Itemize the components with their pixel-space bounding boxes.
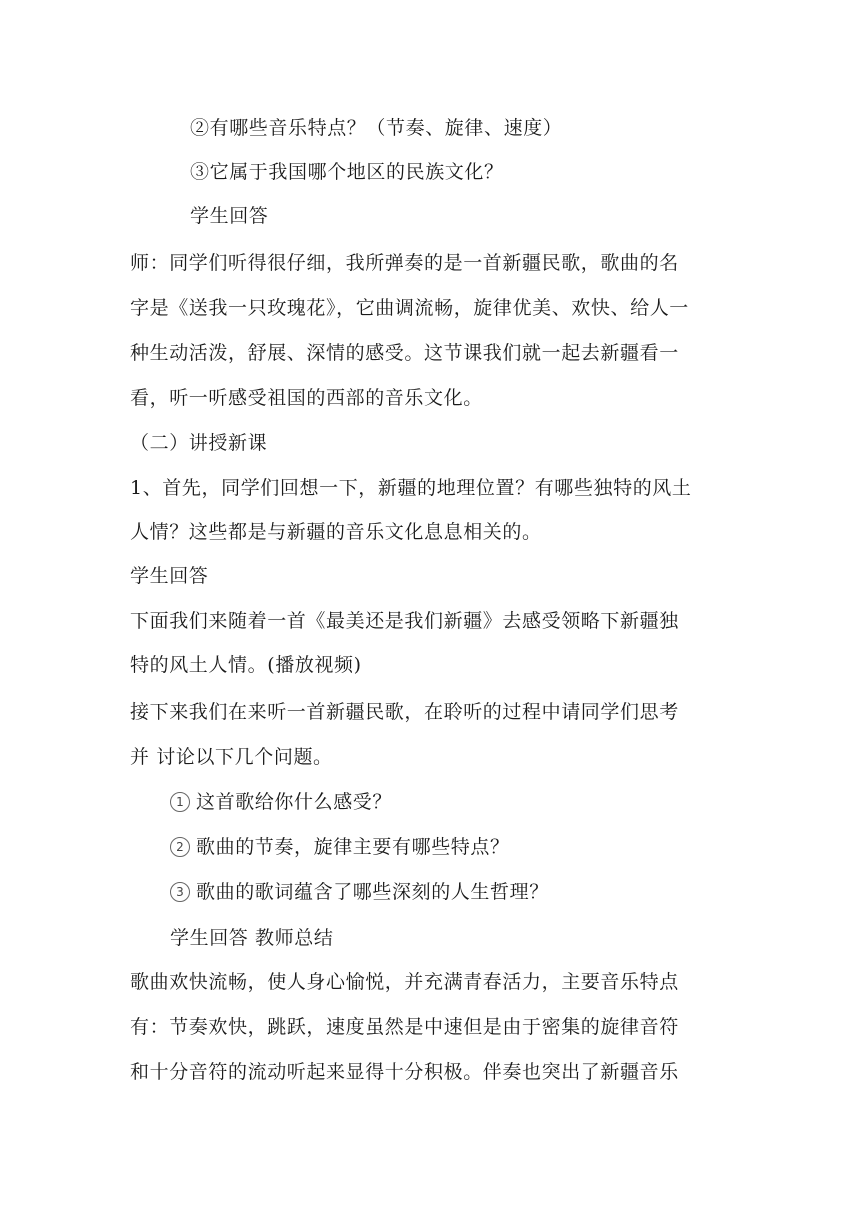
summary-paragraph-line-2: 有：节奏欢快，跳跃，速度虽然是中速但是由于密集的旋律音符 bbox=[130, 1016, 679, 1038]
discussion-question-3 bbox=[170, 880, 549, 904]
teacher-paragraph-line-2: 字是《送我一只玫瑰花》，它曲调流畅，旋律优美、欢快、给人一 bbox=[130, 297, 689, 319]
discussion-question-2-text: 歌曲的节奏，旋律主要有哪些特点？ bbox=[196, 836, 510, 858]
summary-paragraph-line-3: 和十分音符的流动听起来显得十分积极。伴奏也突出了新疆音乐 bbox=[130, 1061, 679, 1083]
student-answer-teacher-summary: 学生回答 教师总结 bbox=[170, 927, 334, 949]
discussion-question-2 bbox=[170, 835, 510, 859]
student-answer-1: 学生回答 bbox=[190, 205, 269, 227]
section-heading: （二）讲授新课 bbox=[130, 432, 268, 454]
teacher-paragraph-line-1: 师：同学们听得很仔细，我所弹奏的是一首新疆民歌，歌曲的名 bbox=[130, 252, 679, 274]
summary-paragraph-line-1: 歌曲欢快流畅，使人身心愉悦，并充满青春活力，主要音乐特点 bbox=[130, 971, 679, 993]
student-answer-2: 学生回答 bbox=[130, 565, 209, 587]
discussion-question-3-text: 歌曲的歌词蕴含了哪些深刻的人生哲理？ bbox=[196, 881, 549, 903]
circled-number-3: 3 bbox=[170, 882, 190, 902]
question-2: ②有哪些音乐特点？（节奏、旋律、速度） bbox=[190, 117, 563, 139]
discussion-question-1-text: 这首歌给你什么感受？ bbox=[196, 791, 393, 813]
teacher-paragraph-line-4: 看，听一听感受祖国的西部的音乐文化。 bbox=[130, 387, 483, 409]
circled-number-2: 2 bbox=[170, 837, 190, 857]
step-1-line-2: 人情？这些都是与新疆的音乐文化息息相关的。 bbox=[130, 521, 542, 543]
step-1-line-1: 1、首先，同学们回想一下，新疆的地理位置？有哪些独特的风土 bbox=[130, 477, 692, 499]
video-paragraph-line-2: 特的风土人情。(播放视频) bbox=[130, 654, 362, 676]
teacher-paragraph-line-3: 种生动活泼，舒展、深情的感受。这节课我们就一起去新疆看一 bbox=[130, 342, 679, 364]
circled-number-1: 1 bbox=[170, 792, 190, 812]
question-3: ③它属于我国哪个地区的民族文化？ bbox=[190, 161, 504, 183]
video-paragraph-line-1: 下面我们来随着一首《最美还是我们新疆》去感受领略下新疆独 bbox=[130, 610, 679, 632]
listen-paragraph-line-2: 并 讨论以下几个问题。 bbox=[130, 746, 333, 768]
listen-paragraph-line-1: 接下来我们在来听一首新疆民歌，在聆听的过程中请同学们思考 bbox=[130, 701, 679, 723]
discussion-question-1 bbox=[170, 790, 392, 814]
